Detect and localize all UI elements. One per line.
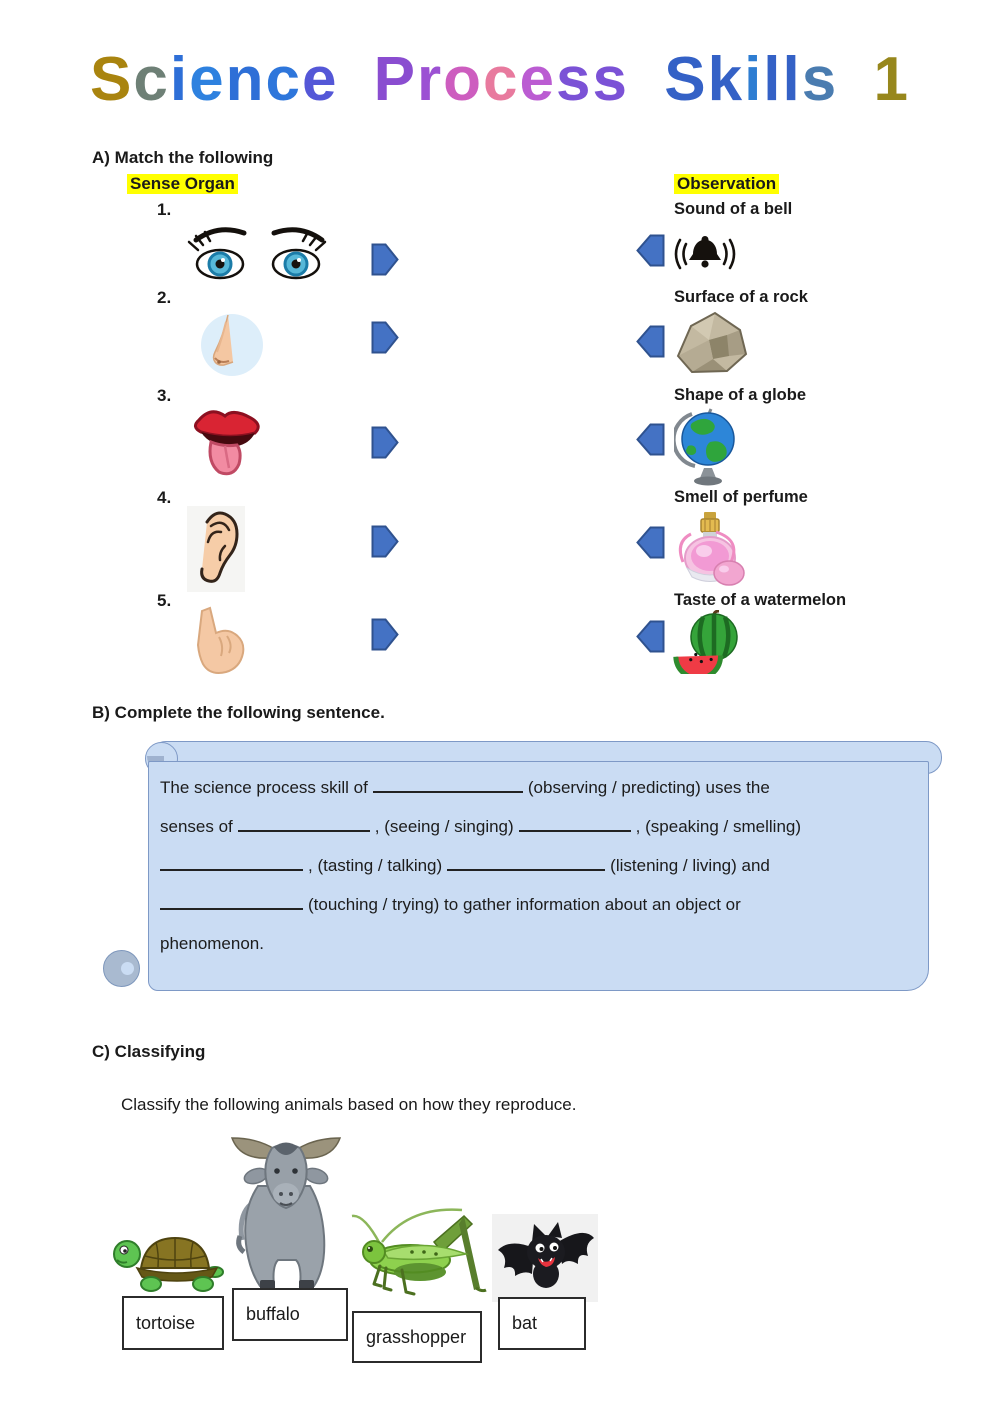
- section-a-heading: A) Match the following: [92, 148, 274, 167]
- grasshopper-icon: [350, 1200, 490, 1304]
- answer-box-buffalo[interactable]: [232, 1288, 348, 1341]
- finger-icon: [187, 606, 249, 680]
- observation-label: Sound of a bell: [674, 200, 793, 218]
- section-c-heading: C) Classifying: [92, 1042, 206, 1061]
- nose-icon: [192, 312, 266, 378]
- sentence-text: senses of: [160, 817, 233, 836]
- tongue-icon: [185, 400, 269, 480]
- sentence-text: (observing / predicting) uses the: [527, 778, 770, 797]
- scroll-panel: [112, 736, 952, 992]
- sentence-text: , (seeing / singing): [374, 817, 514, 836]
- sentence-text: , (speaking / smelling): [635, 817, 802, 836]
- match-item-number: 2.: [157, 288, 172, 307]
- eyes-icon: [186, 220, 334, 288]
- section-b-heading: B) Complete the following sentence.: [92, 703, 385, 722]
- observation-label: Smell of perfume: [674, 488, 808, 506]
- sentence-line: [160, 778, 922, 817]
- tortoise-icon: [111, 1220, 225, 1294]
- sense-organ-header: Sense Organ: [127, 174, 238, 194]
- match-item-number: 4.: [157, 488, 172, 507]
- match-arrow-right-icon[interactable]: [371, 618, 399, 656]
- answer-box-tortoise[interactable]: [122, 1296, 224, 1350]
- sentence-line: [160, 895, 922, 934]
- blank-touching-trying[interactable]: [160, 905, 303, 910]
- answer-box-bat[interactable]: [498, 1297, 586, 1350]
- sentence-line: [160, 817, 922, 856]
- rock-icon: [668, 306, 754, 380]
- blank-listening-living[interactable]: [447, 866, 605, 871]
- watermelon-icon: [673, 610, 743, 674]
- blank-tasting-talking[interactable]: [160, 866, 303, 871]
- fill-in-sentence: [160, 778, 922, 973]
- observation-label: Shape of a globe: [674, 386, 807, 404]
- section-c-instruction: Classify the following animals based on how they reproduce.: [121, 1095, 577, 1114]
- bell-icon: [670, 230, 740, 280]
- match-arrow-left-icon[interactable]: [636, 234, 665, 272]
- sentence-text: (listening / living) and: [610, 856, 770, 875]
- sentence-text: , (tasting / talking): [308, 856, 443, 875]
- sentence-text: (touching / trying) to gather information about an object or: [308, 895, 741, 914]
- match-arrow-right-icon[interactable]: [371, 321, 399, 359]
- observation-label: Taste of a watermelon: [674, 591, 847, 609]
- ear-icon: [187, 506, 245, 592]
- animal-label: buffalo: [246, 1304, 300, 1324]
- observation-header: Observation: [674, 174, 779, 194]
- buffalo-icon: [224, 1124, 348, 1298]
- match-arrow-right-icon[interactable]: [371, 525, 399, 563]
- match-item-number: 3.: [157, 386, 172, 405]
- observation-label: Surface of a rock: [674, 288, 808, 306]
- answer-box-grasshopper[interactable]: [352, 1311, 482, 1363]
- blank-observing-predicting[interactable]: [373, 788, 523, 793]
- blank-seeing-singing[interactable]: [238, 827, 370, 832]
- globe-icon: [674, 406, 738, 488]
- animal-label: bat: [512, 1313, 538, 1333]
- match-arrow-left-icon[interactable]: [636, 526, 665, 564]
- match-item-number: 5.: [157, 591, 172, 610]
- match-item-number: 1.: [157, 200, 172, 219]
- bat-icon: [492, 1214, 598, 1302]
- match-arrow-left-icon[interactable]: [636, 423, 665, 461]
- sentence-text: The science process skill of: [160, 778, 368, 797]
- match-arrow-left-icon[interactable]: [636, 620, 665, 658]
- match-arrow-right-icon[interactable]: [371, 243, 399, 281]
- animal-label: grasshopper: [366, 1326, 467, 1347]
- sentence-line: [160, 934, 922, 973]
- sentence-text: phenomenon.: [160, 934, 264, 953]
- blank-speaking-smelling[interactable]: [519, 827, 631, 832]
- scroll-bottom-curl-icon: [103, 950, 140, 987]
- animal-label: tortoise: [136, 1312, 196, 1333]
- match-arrow-left-icon[interactable]: [636, 325, 665, 363]
- perfume-icon: [669, 510, 751, 592]
- match-arrow-right-icon[interactable]: [371, 426, 399, 464]
- sentence-line: [160, 856, 922, 895]
- page-title: Science Process Skills 1: [90, 45, 910, 114]
